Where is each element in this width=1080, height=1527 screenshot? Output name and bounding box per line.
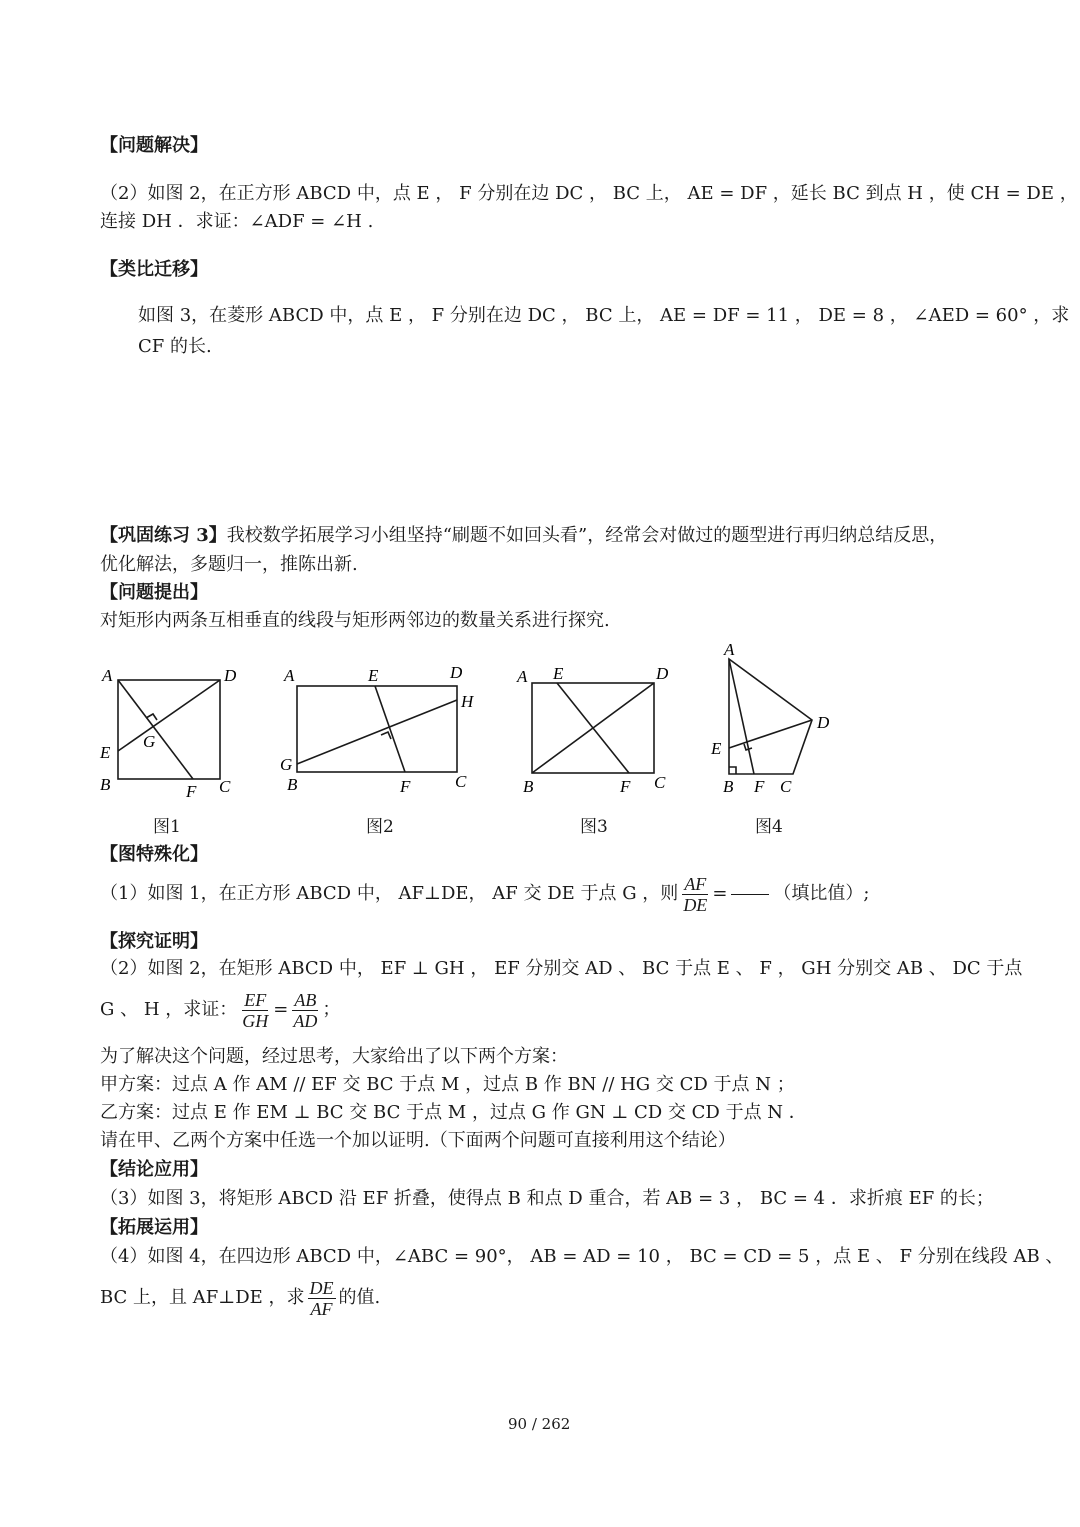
q1-text-b: （填比值）; [773,883,870,904]
fig1-line-af [118,680,193,779]
heading-conclusion: 【结论应用】 [100,1159,208,1180]
fig4-line-de [729,720,812,748]
fig2-rectangle [297,686,457,772]
raise-text: 对矩形内两条互相垂直的线段与矩形两邻边的数量关系进行探究. [100,610,610,631]
fig2-label: H [461,692,474,711]
caption-fig2: 图2 [366,817,394,837]
heading-raise: 【问题提出】 [100,582,208,603]
fig3-label: E [553,664,564,683]
q1-line [100,872,869,916]
q2-frac1-num: EF [244,989,267,1010]
fig4-label: E [711,739,722,758]
q2-line2 [100,988,340,1032]
fig1-label: B [100,775,111,794]
heading-explore: 【探究证明】 [100,931,208,952]
fig4-line-af [729,659,754,774]
q2-frac1-den: GH [242,1010,269,1031]
q4-line2 [100,1276,380,1320]
practice3-title: 【巩固练习 3】 [100,525,227,546]
p2-line2: 连接 DH ．求证：∠ADF = ∠H . [100,211,374,232]
fig2-label: F [400,777,411,796]
fig2-label: A [284,666,295,685]
q2-line2-a: G 、 H ，求证： [100,999,238,1020]
q4-frac-den: AF [310,1298,333,1319]
fig2-line-gh [297,700,457,764]
q2-plan-b: 乙方案：过点 E 作 EM ⊥ BC 交 BC 于点 M ，过点 G 作 GN ⊥ CD 交 CD 于点 N ． [100,1102,807,1123]
fig2-right-angle-mark [381,732,391,739]
practice3-line2: 优化解法，多题归一，推陈出新. [100,554,358,575]
fig4-label: F [754,777,765,796]
fig4-right-angle-mark-b [729,767,736,774]
fig1-label: C [219,777,231,796]
fig3-label: B [523,777,534,796]
fig3-label: C [654,773,666,792]
fig2-label: E [368,666,379,685]
p2-line1: （2）如图 2，在正方形 ABCD 中，点 E ， F 分别在边 DC ， BC 上， AE = DF ，延长 BC 到点 H ，使 CH = DE ， [100,183,1078,204]
analogy-line1: 如图 3，在菱形 ABCD 中，点 E ， F 分别在边 DC ， BC 上， AE = DF = 11 ， DE = 8 ， ∠AED = 60° ，求 [138,305,1070,326]
q2-fraction-ab-ad [291,990,319,1031]
q4-line2-a: BC 上，且 AF⊥DE ，求 [100,1287,305,1308]
fig4-label: C [780,777,792,796]
heading-extend: 【拓展运用】 [100,1217,208,1238]
q1-answer-blank[interactable] [731,894,769,895]
fig2-label: C [455,772,467,791]
q1-text-a: （1）如图 1，在正方形 ABCD 中， AF⊥DE， AF 交 DE 于点 G ，则 [100,883,679,904]
fig3-label: A [517,667,528,686]
q2-fraction-ef-gh [240,990,270,1031]
fig2-label: D [450,663,463,682]
fig2-label: B [287,775,298,794]
fig4-label: A [724,640,735,659]
fig3-label: F [620,777,631,796]
fig1-line-de [118,680,220,751]
fig3-line-ef [557,683,629,773]
fig1-label: E [100,743,111,762]
fig2-label: G [280,755,293,774]
caption-fig4: 图4 [755,817,783,837]
q3-text: （3）如图 3，将矩形 ABCD 沿 EF 折叠，使得点 B 和点 D 重合，若 AB = 3 ， BC = 4 ．求折痕 EF 的长； [100,1188,994,1209]
q4-fraction [308,1278,336,1319]
fig1-label: D [224,666,237,685]
fig4-label: D [817,713,830,732]
heading-analogy: 【类比迁移】 [100,259,208,280]
q4-frac-num: DE [309,1277,334,1298]
q2-line1: （2）如图 2，在矩形 ABCD 中， EF ⊥ GH ， EF 分别交 AD 、 BC 于点 E 、 F ， GH 分别交 AB 、 DC 于点 [100,958,1023,979]
q2-equals: = [273,999,289,1020]
fig2-line-ef [375,686,405,772]
q2-line6: 请在甲、乙两个方案中任选一个加以证明.（下面两个问题可直接利用这个结论） [100,1130,736,1151]
q1-frac-den: DE [683,894,708,915]
page-number: 90 / 262 [508,1415,571,1433]
q1-fraction [681,874,709,915]
q1-equals: = [712,883,728,904]
q2-frac2-den: AD [293,1010,318,1031]
fig1-label: F [186,782,197,801]
q1-frac-num: AF [684,873,707,894]
fig4-label: B [723,777,734,796]
heading-special: 【图特殊化】 [100,844,208,865]
caption-fig1: 图1 [153,817,181,837]
fig1-label: A [102,666,113,685]
q2-plan-a: 甲方案：过点 A 作 AM // EF 交 BC 于点 M ，过点 B 作 BN // HG 交 CD 于点 N ； [100,1074,795,1095]
practice3-intro: 我校数学拓展学习小组坚持“刷题不如回头看”，经常会对做过的题型进行再归纳总结反思， [226,525,948,546]
q2-frac2-num: AB [294,989,317,1010]
fig1-square [118,680,220,779]
fig3-label: D [656,664,669,683]
caption-fig3: 图3 [580,817,608,837]
q2-line3: 为了解决这个问题，经过思考，大家给出了以下两个方案： [100,1046,568,1067]
q4-line1: （4）如图 4，在四边形 ABCD 中，∠ABC = 90°， AB = AD = 10 ， BC = CD = 5 ，点 E 、 F 分别在线段 AB 、 [100,1246,1064,1267]
q2-line2-b: ； [322,999,341,1020]
q4-line2-b: 的值. [338,1287,381,1308]
fig1-label: G [143,732,156,751]
heading-problem-solving: 【问题解决】 [100,135,208,156]
analogy-line2: CF 的长. [138,336,212,357]
